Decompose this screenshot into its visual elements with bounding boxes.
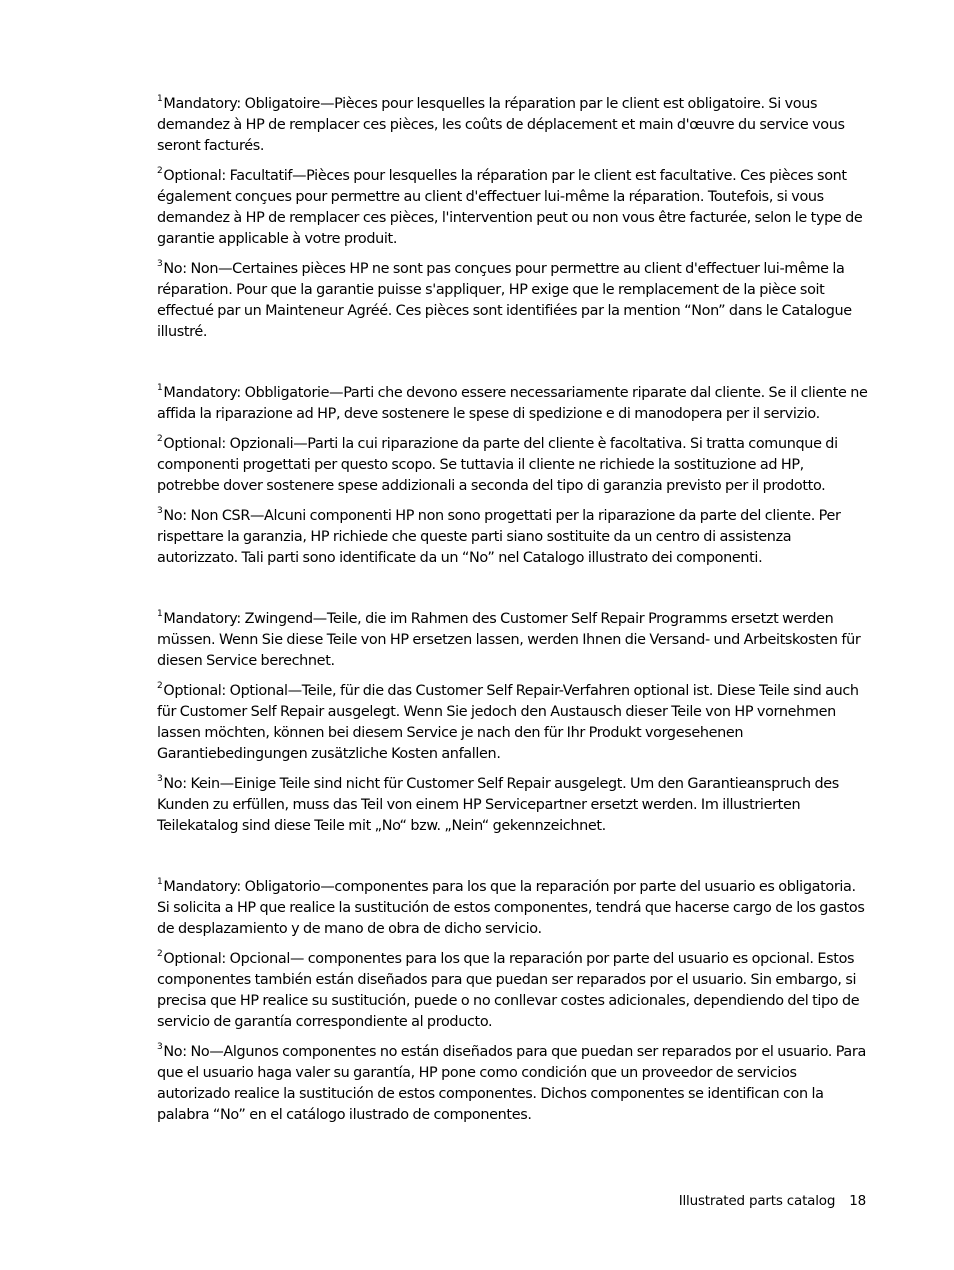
- note-text: Optional: Facultatif—Pièces pour lesquelles la réparation par le client est facultative. Ces pièces sont également conçues pour permettre au client d'effectuer lui-même la réparation. Toutefois, si vous demandez à HP de remplacer ces pièces, l'intervention peut ou non vous être facturée, selon le type de garantie applicable à votre produit.: [157, 168, 863, 247]
- section-italian: [157, 383, 869, 569]
- note-no: [157, 259, 869, 343]
- footnote-marker: 3: [157, 1042, 163, 1053]
- note-text: No: No—Algunos componentes no están diseñados para que puedan ser reparados por el usuario. Para que el usuario haga valer su garantía, HP pone como condición que un proveedor de servicios autorizado realice la sustitución de estos componentes. Dichos componentes se identifican con la palabra “No” en el catálogo ilustrado de componentes.: [157, 1044, 866, 1123]
- note-text: Optional: Optional—Teile, für die das Customer Self Repair-Verfahren optional ist. Diese Teile sind auch für Customer Self Repair ausgelegt. Wenn Sie jedoch den Austausch dieser Teile von HP vornehmen lassen möchten, können bei diesem Service je nach den für Ihr Produkt vorgesehenen Garantiebedingungen zusätzliche Kosten anfallen.: [157, 683, 859, 762]
- note-mandatory: [157, 877, 869, 940]
- page-footer: [679, 1193, 866, 1209]
- footnote-marker: 1: [157, 94, 163, 105]
- document-body: [157, 94, 869, 1135]
- note-mandatory: [157, 609, 869, 672]
- footnote-marker: 1: [157, 609, 163, 620]
- footnote-marker: 3: [157, 774, 163, 785]
- footnote-marker: 3: [157, 506, 163, 517]
- note-optional: [157, 166, 869, 250]
- note-text: No: Non CSR—Alcuni componenti HP non sono progettati per la riparazione da parte del cliente. Per rispettare la garanzia, HP richiede che queste parti siano sostituite da un centro di assistenza autorizzato. Tali parti sono identificate da un “No” nel Catalogo illustrato dei componenti.: [157, 508, 841, 566]
- footnote-marker: 2: [157, 434, 163, 445]
- footnote-marker: 2: [157, 949, 163, 960]
- footnote-marker: 3: [157, 259, 163, 270]
- section-spanish: [157, 877, 869, 1126]
- note-no: [157, 1042, 869, 1126]
- note-text: Optional: Opzionali—Parti la cui riparazione da parte del cliente è facoltativa. Si tratta comunque di componenti progettati per questo scopo. Se tuttavia il cliente ne richiede la sostituzione ad HP, potrebbe dover sostenere spese addizionali a seconda del tipo di garanzia previsto per il prodotto.: [157, 436, 838, 494]
- note-mandatory: [157, 94, 869, 157]
- page-number: 18: [849, 1193, 866, 1209]
- footer-title: Illustrated parts catalog: [678, 1193, 836, 1209]
- note-mandatory: [157, 383, 869, 425]
- footnote-marker: 2: [157, 681, 163, 692]
- note-no: [157, 506, 869, 569]
- note-optional: [157, 681, 869, 765]
- note-text: Optional: Opcional— componentes para los que la reparación por parte del usuario es opcional. Estos componentes también están diseñados para que puedan ser reparados por el usuario. Sin embargo, si precisa que HP realice su sustitución, puede o no conllevar costes adicionales, dependiendo del tipo de servicio de garantía correspondiente al producto.: [157, 951, 860, 1030]
- section-french: [157, 94, 869, 343]
- footnote-marker: 2: [157, 166, 163, 177]
- footnote-marker: 1: [157, 383, 163, 394]
- note-optional: [157, 949, 869, 1033]
- footnote-marker: 1: [157, 877, 163, 888]
- note-text: Mandatory: Zwingend—Teile, die im Rahmen des Customer Self Repair Programms ersetzt werden müssen. Wenn Sie diese Teile von HP ersetzen lassen, werden Ihnen die Versand- und Arbeitskosten für diesen Service berechnet.: [157, 611, 861, 669]
- section-german: [157, 609, 869, 837]
- note-text: No: Non—Certaines pièces HP ne sont pas conçues pour permettre au client d'effectuer lui-même la réparation. Pour que la garantie puisse s'appliquer, HP exige que le remplacement de la pièce soit effectué par un Mainteneur Agréé. Ces pièces sont identifiées par la mention “Non” dans le Catalogue illustré.: [157, 261, 852, 340]
- note-text: Mandatory: Obligatorio—componentes para los que la reparación por parte del usuario es obligatoria. Si solicita a HP que realice la sustitución de estos componentes, tendrá que hacerse cargo de los gastos de desplazamiento y de mano de obra de dicho servicio.: [157, 879, 865, 937]
- note-text: Mandatory: Obbligatorie—Parti che devono essere necessariamente riparate dal cliente. Se il cliente ne affida la riparazione ad HP, deve sostenere le spese di spedizione e di manodopera per il servizio.: [157, 385, 868, 422]
- note-no: [157, 774, 869, 837]
- note-optional: [157, 434, 869, 497]
- note-text: No: Kein—Einige Teile sind nicht für Customer Self Repair ausgelegt. Um den Garantieanspruch des Kunden zu erfüllen, muss das Teil von einem HP Servicepartner ersetzt werden. Im illustrierten Teilekatalog sind diese Teile mit „No“ bzw. „Nein“ gekennzeichnet.: [157, 776, 839, 834]
- note-text: Mandatory: Obligatoire—Pièces pour lesquelles la réparation par le client est obligatoire. Si vous demandez à HP de remplacer ces pièces, les coûts de déplacement et main d'œuvre du service vous seront facturés.: [157, 96, 845, 154]
